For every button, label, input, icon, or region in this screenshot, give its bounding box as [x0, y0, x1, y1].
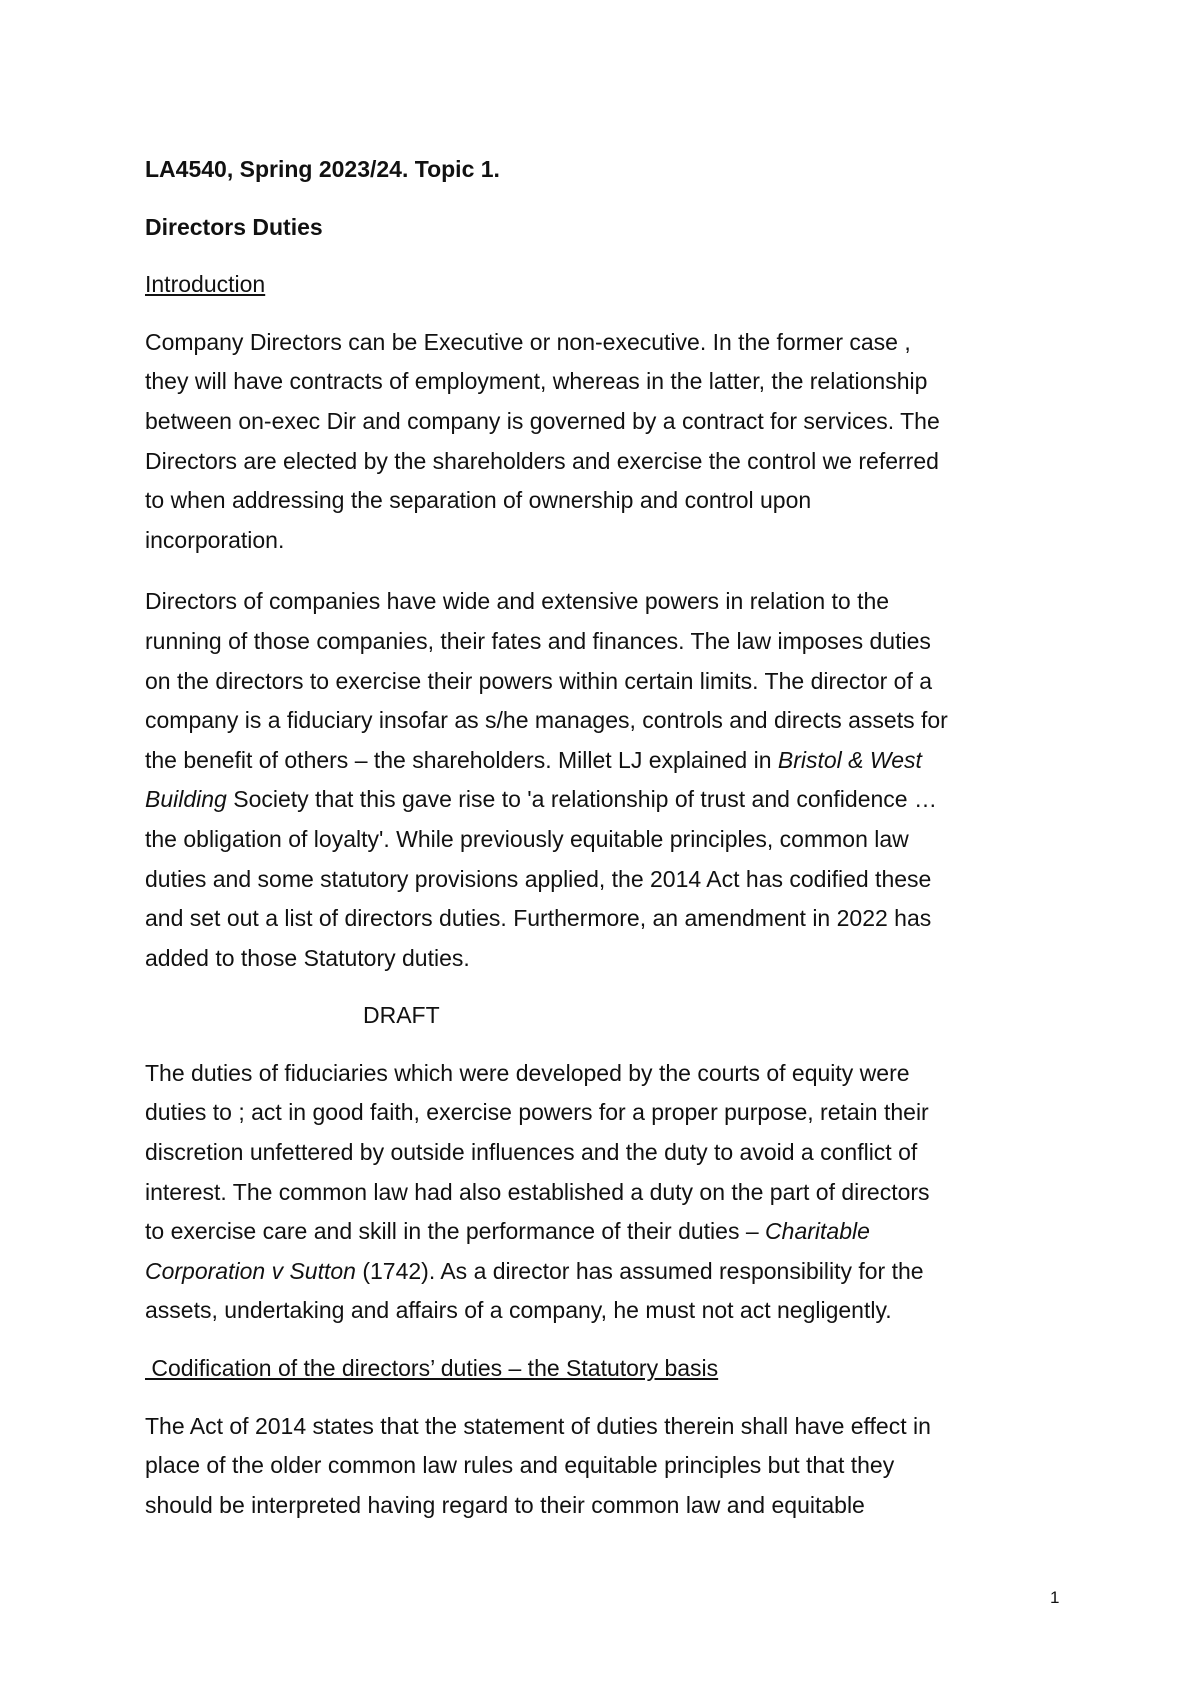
text-line: Company Directors can be Executive or non-executive. In the former case ,: [145, 328, 911, 355]
text-line: duties to ; act in good faith, exercise powers for a proper purpose, retain their: [145, 1099, 929, 1126]
text-line: place of the older common law rules and equitable principles but that they: [145, 1452, 895, 1479]
intro-paragraph-1: [145, 323, 1065, 561]
text-line: incorporation.: [145, 526, 285, 553]
intro-paragraph-3: [145, 1054, 1065, 1331]
document-body: [145, 150, 1065, 1525]
document-title: Directors Duties: [145, 213, 323, 240]
text-line: the obligation of loyalty'. While previously equitable principles, common law: [145, 825, 909, 852]
text-line: [145, 1212, 1065, 1252]
text-line: they will have contracts of employment, whereas in the latter, the relationship: [145, 368, 928, 395]
case-citation: Corporation v Sutton: [145, 1257, 356, 1284]
text-line: interest. The common law had also established a duty on the part of directors: [145, 1178, 930, 1205]
text-line: The duties of fiduciaries which were developed by the courts of equity were: [145, 1059, 910, 1086]
text-line: running of those companies, their fates and finances. The law imposes duties: [145, 627, 931, 654]
text-line: to when addressing the separation of ownership and control upon: [145, 487, 812, 514]
text-line: assets, undertaking and affairs of a company, he must not act negligently.: [145, 1297, 892, 1324]
text-span: to exercise care and skill in the performance of their duties –: [145, 1218, 766, 1245]
text-line: [145, 780, 1065, 820]
course-heading: LA4540, Spring 2023/24. Topic 1.: [145, 156, 500, 182]
section-heading-introduction: Introduction: [145, 271, 266, 298]
text-line: should be interpreted having regard to their common law and equitable: [145, 1491, 865, 1518]
text-line: [145, 1252, 1065, 1292]
text-line: added to those Statutory duties.: [145, 944, 470, 971]
intro-paragraph-2: [145, 582, 1065, 978]
text-line: The Act of 2014 states that the statement of duties therein shall have effect in: [145, 1412, 931, 1439]
section-heading-codification: Codification of the directors’ duties – the Statutory basis: [145, 1355, 719, 1382]
text-line: and set out a list of directors duties. Furthermore, an amendment in 2022 has: [145, 905, 932, 932]
text-span: Society that this gave rise to 'a relationship of trust and confidence …: [226, 786, 937, 813]
text-span: (1742). As a director has assumed responsibility for the: [355, 1257, 924, 1284]
page-number: 1: [1050, 1588, 1060, 1607]
text-line: between on-exec Dir and company is governed by a contract for services. The: [145, 407, 940, 434]
text-line: discretion unfettered by outside influences and the duty to avoid a conflict of: [145, 1139, 918, 1166]
text-line: company is a fiduciary insofar as s/he manages, controls and directs assets for: [145, 707, 948, 734]
case-citation: Bristol & West: [777, 746, 922, 773]
case-citation: Building: [145, 786, 227, 813]
text-line: duties and some statutory provisions applied, the 2014 Act has codified these: [145, 865, 932, 892]
text-line: [145, 741, 1065, 781]
case-citation: Charitable: [765, 1218, 870, 1245]
draft-watermark: DRAFT: [363, 1002, 440, 1029]
text-line: Directors are elected by the shareholders and exercise the control we referred: [145, 447, 939, 474]
codification-paragraph-1: [145, 1407, 1065, 1526]
text-line: on the directors to exercise their powers within certain limits. The director of a: [145, 667, 933, 694]
text-span: the benefit of others – the shareholders. Millet LJ explained in: [145, 746, 778, 773]
text-line: Directors of companies have wide and extensive powers in relation to the: [145, 588, 890, 615]
